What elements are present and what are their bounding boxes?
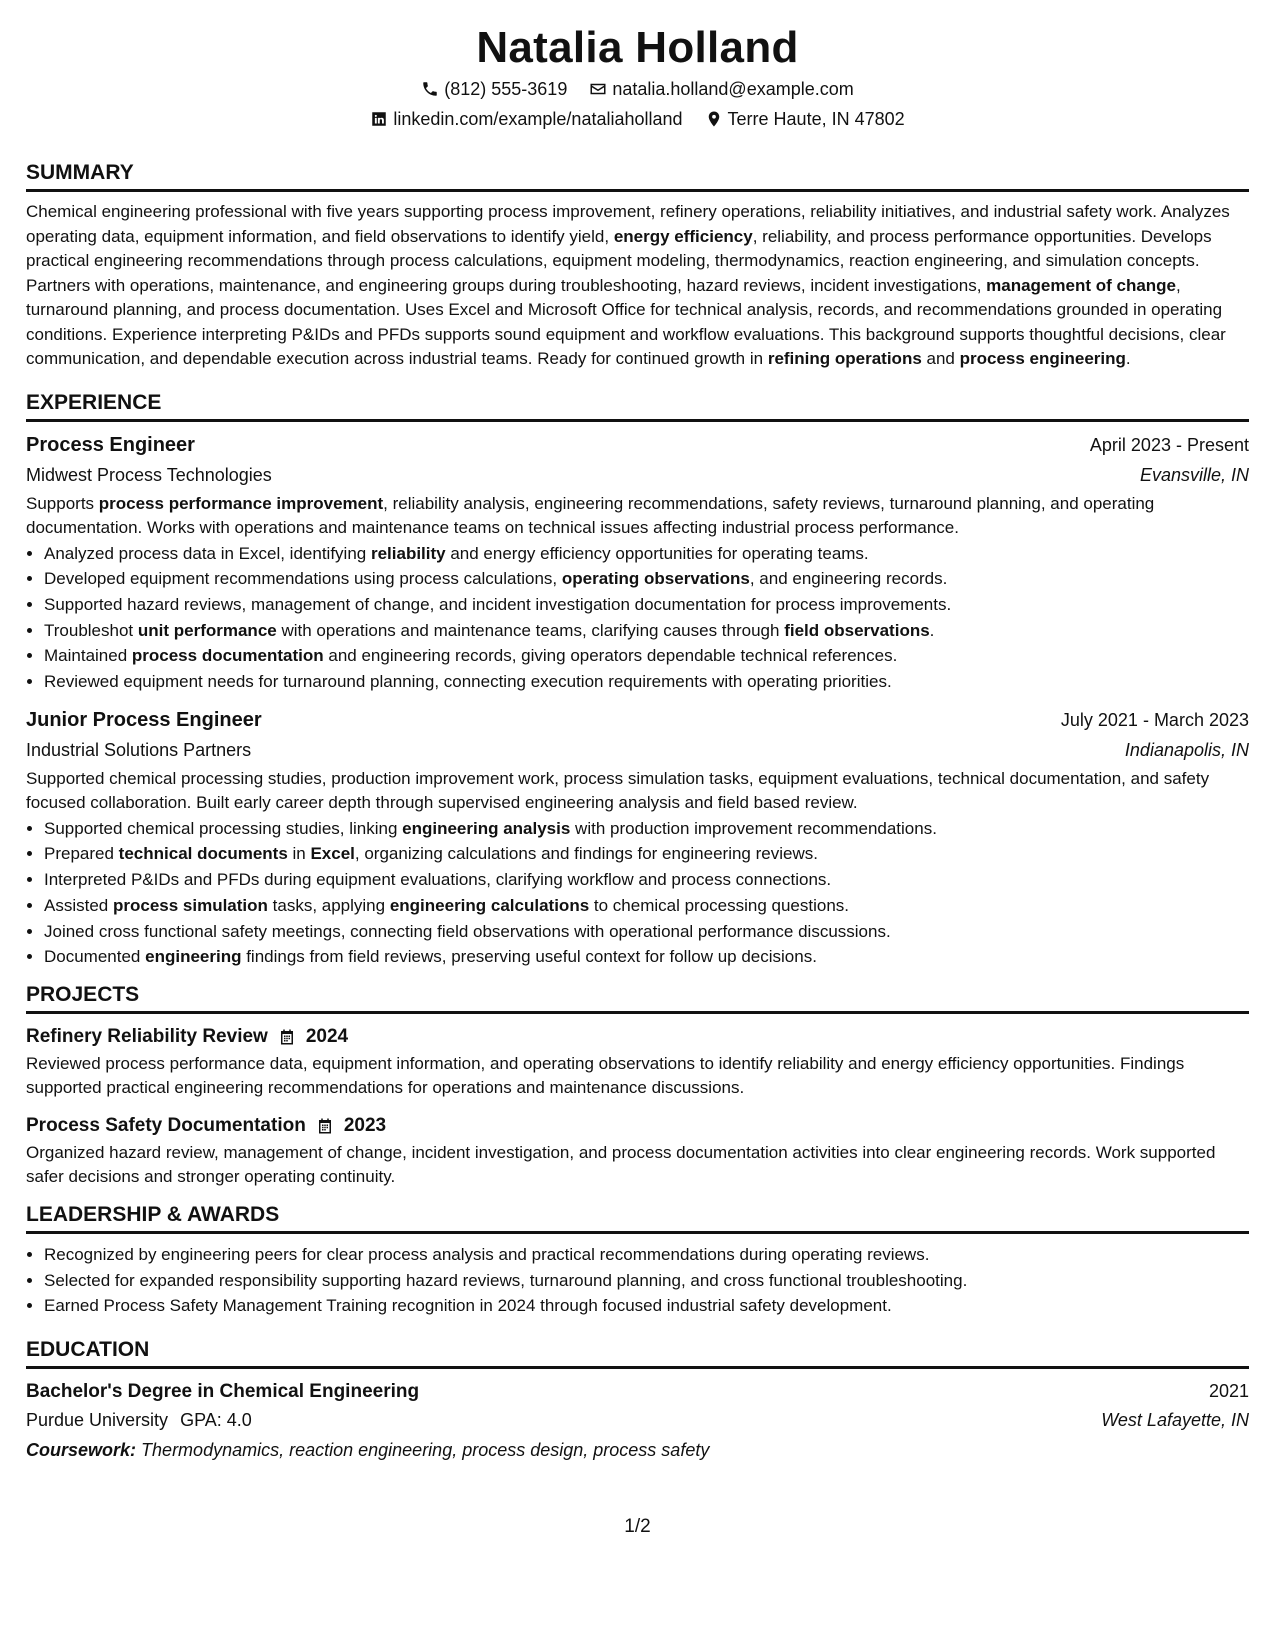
contact-location [705,104,905,134]
job-dates: April 2023 - Present [1089,434,1249,455]
contact-line-1 [26,74,1249,104]
text-run: Developed equipment recommendations using process calculations, [44,569,562,589]
job-entry [26,430,1249,695]
list-item [44,816,1249,842]
gpa-text: GPA: 4.0 [180,1410,252,1431]
job-summary [26,767,1249,816]
email-link[interactable]: natalia.holland@example.com [612,79,854,99]
location-text: Terre Haute, IN 47802 [727,109,905,129]
job-location: Evansville, IN [1139,464,1249,485]
list-item [44,643,1249,669]
text-run: in [287,844,311,864]
text-run: Reviewed equipment needs for turnaround planning, connecting execution requirements with operating priorities. [44,672,892,692]
job-company: Midwest Process Technologies [26,464,272,485]
text-run: . [929,620,935,640]
bold-phrase: Excel [310,844,355,864]
text-run: with operations and maintenance teams, clarifying causes through [276,620,785,640]
list-item [44,541,1249,567]
contact-linkedin[interactable] [370,104,682,134]
text-run: Maintained [44,646,132,666]
text-run: , and engineering records. [749,569,948,589]
experience-section [26,390,1249,970]
list-item [44,592,1249,618]
list-item [44,669,1249,695]
text-run: and engineering records, giving operators dependable technical references. [323,646,898,666]
graduation-year: 2021 [1208,1381,1249,1402]
text-run: Supports [26,493,99,513]
text-run: Supported hazard reviews, management of change, and incident investigation documentation for process improvements. [44,594,952,614]
project-description: Organized hazard review, management of change, incident investigation, and process documentation activities into clear engineering records. Work supported safer decisions and stronger operating continuity. [26,1142,1216,1187]
calendar-icon [316,1117,334,1135]
section-title-experience: EXPERIENCE [26,390,1249,422]
text-run: and energy efficiency opportunities for operating teams. [445,543,869,563]
job-bullets [26,541,1249,695]
text-run: and [921,349,960,368]
text-run: Prepared [44,844,119,864]
text-run: to chemical processing questions. [589,895,850,915]
job-title: Process Engineer [26,433,195,456]
bold-phrase: technical documents [118,844,288,864]
projects-section [26,982,1249,1190]
list-item [44,919,1249,945]
text-run: findings from field reviews, preserving useful context for follow up decisions. [241,947,817,967]
text-run: Analyzed process data in Excel, identifying [44,543,371,563]
bold-phrase: unit performance [137,620,277,640]
linkedin-link[interactable]: linkedin.com/example/nataliaholland [393,109,683,129]
text-run: Supported chemical processing studies, linking [44,818,403,838]
contact-email[interactable] [589,74,853,104]
summary-text [26,200,1249,372]
job-entry [26,705,1249,970]
list-item: • Earned Process Safety Management Training recognition in 2024 through focused industrial safety development. [44,1293,1249,1319]
project-name: Process Safety Documentation [26,1114,306,1136]
coursework-text: Thermodynamics, reaction engineering, process design, process safety [141,1440,710,1461]
text-run: Troubleshot [44,620,138,640]
project-year: 2024 [305,1025,349,1047]
list-item [44,841,1249,867]
job-dates: July 2021 - March 2023 [1060,709,1249,730]
bold-phrase: field observations [784,620,930,640]
list-item [44,618,1249,644]
list-item [44,944,1249,970]
section-title-education: EDUCATION [26,1337,1249,1369]
project-entry [26,1111,1249,1190]
section-title-leadership: LEADERSHIP & AWARDS [26,1202,1249,1234]
leadership-bullets [26,1242,1249,1319]
text-run: tasks, applying [267,895,390,915]
section-title-projects: PROJECTS [26,982,1249,1014]
bold-phrase: refining operations [767,349,922,368]
resume-header [26,0,1249,134]
text-run: Chemical engineering professional with five years supporting process improvement, refinery operations, reliability initiatives, and industrial safety work. Analyzes operating data, equipment information, and field observations to identify yield, [26,202,1230,246]
contact-line-2 [26,104,1249,134]
bold-phrase: engineering [145,947,242,967]
map-pin-icon [705,110,723,128]
bold-phrase: process documentation [131,646,324,666]
text-run: Assisted [44,895,113,915]
degree-title: Bachelor's Degree in Chemical Engineering [26,1381,420,1403]
bold-phrase: process engineering [959,349,1126,368]
summary-section [26,160,1249,372]
text-run: Interpreted P&IDs and PFDs during equipment evaluations, clarifying workflow and process connections. [44,870,832,890]
list-item [44,566,1249,592]
phone-icon [421,80,439,98]
project-name: Refinery Reliability Review [26,1025,268,1047]
bold-phrase: energy efficiency [613,226,753,246]
linkedin-icon [370,110,388,128]
coursework-line [26,1435,1249,1465]
text-run: , reliability, and process performance opportunities. Develops practical engineering recommendations through process calculations, equipment modeling, thermodynamics, reaction engineering, and simulation concepts. Partners with operations, maintenance, and engineering groups during troubleshooting, hazard reviews, incident investigations, [26,226,1212,295]
text-run: Documented [44,947,146,967]
job-summary [26,492,1249,541]
list-item: • Recognized by engineering peers for clear process analysis and practical recommendations during operating reviews. [44,1242,1249,1268]
text-run: , organizing calculations and findings for engineering reviews. [354,844,818,864]
bold-phrase: management of change [986,275,1177,295]
contact-phone [421,74,567,104]
leadership-section [26,1202,1249,1319]
project-year: 2023 [343,1114,387,1136]
job-location: Indianapolis, IN [1124,739,1249,760]
bold-phrase: engineering analysis [402,818,571,838]
bold-phrase: reliability [370,543,446,563]
bold-phrase: operating observations [561,569,750,589]
job-bullets [26,816,1249,970]
bold-phrase: process simulation [112,895,268,915]
text-run: . [1125,349,1131,368]
project-description: Reviewed process performance data, equipment information, and operating observations to identify reliability and energy efficiency opportunities. Findings supported practical engineering recommendations for operations and maintenance discussions. [26,1053,1185,1098]
text-run: Supported chemical processing studies, production improvement work, process simulation tasks, equipment evaluations, technical documentation, and safety focused collaboration. Built early career depth through supervised engineering analysis and field based review. [26,768,1210,813]
candidate-name: Natalia Holland [476,23,799,72]
school-location: West Lafayette, IN [1101,1410,1249,1431]
job-company: Industrial Solutions Partners [26,739,252,760]
phone-text: (812) 555-3619 [444,79,568,99]
bold-phrase: engineering calculations [389,895,590,915]
coursework-label: Coursework: [26,1440,137,1461]
text-run: Joined cross functional safety meetings, connecting field observations with operational performance discussions. [44,921,891,941]
job-title: Junior Process Engineer [26,708,262,731]
list-item [44,867,1249,893]
project-entry [26,1022,1249,1101]
page-number: 1/2 [624,1516,651,1537]
text-run: , turnaround planning, and process documentation. Uses Excel and Microsoft Office for technical analysis, records, and recommendations grounded in operating conditions. Experience interpreting P&IDs and PFDs supports sound equipment and workflow evaluations. This background supports thoughtful decisions, clear communication, and dependable execution across industrial teams. Ready for continued growth in [26,275,1226,368]
list-item [44,893,1249,919]
calendar-icon [278,1028,296,1046]
list-item: • Selected for expanded responsibility supporting hazard reviews, turnaround planning, and cross functional troubleshooting. [44,1268,1249,1294]
text-run: , reliability analysis, engineering recommendations, safety reviews, turnaround planning, and operating documentation. Works with operations and maintenance teams on technical issues affecting industrial process performance. [26,493,1155,537]
school-name: Purdue University [26,1410,169,1431]
education-section [26,1337,1249,1465]
text-run: with production improvement recommendations. [570,818,937,838]
section-title-summary: SUMMARY [26,160,1249,192]
envelope-icon [589,80,607,98]
bold-phrase: process performance improvement [98,493,384,513]
